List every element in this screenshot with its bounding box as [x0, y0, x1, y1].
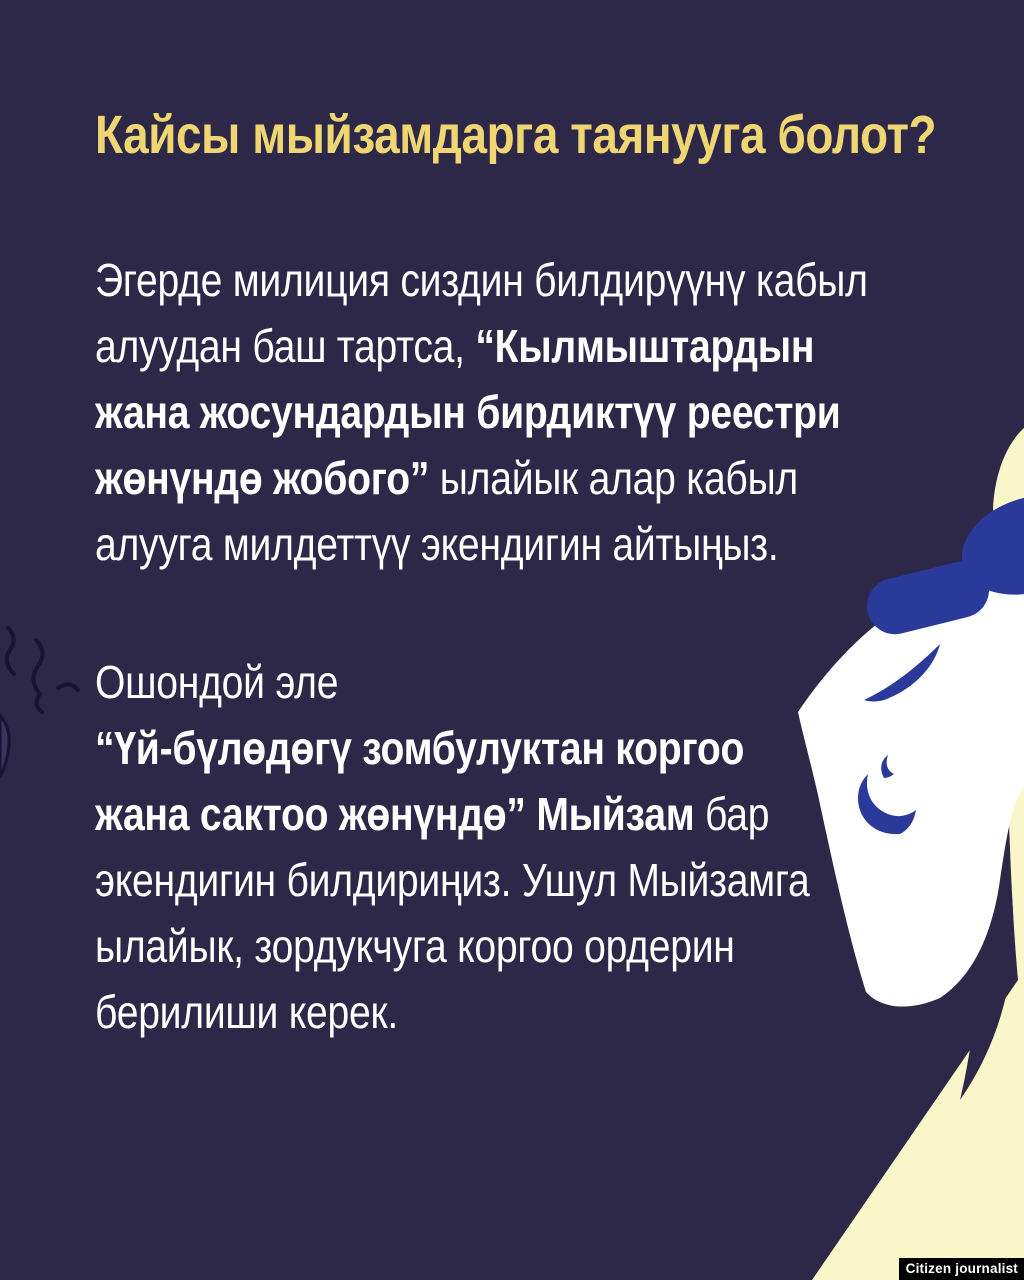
paragraph-2-line-6: берилиши керек.	[95, 986, 398, 1039]
paragraph-2-line-1: Ошондой эле	[95, 656, 339, 709]
left-edge-blob-shape	[0, 716, 9, 776]
paragraph-1-line-5: алууга милдеттүү экендигин айтыңыз.	[95, 518, 779, 571]
paragraph-1-line-3: жана жосундардын бирдиктүү реестри	[95, 386, 841, 439]
paragraph-2	[95, 649, 1013, 1045]
paragraph-2-line-5: ылайык, зордукчуга коргоо ордерин	[95, 920, 735, 973]
paragraph-2-line-3: жана сактоо жөнүндө” Мыйзам бар	[95, 788, 770, 841]
squiggle-doodles	[7, 628, 78, 712]
paragraph-2-line-4: экендигин билдириңиз. Ушул Мыйзамга	[95, 854, 810, 907]
paragraph-1-line-1: Эгерде милиция сиздин билдирүүнү кабыл	[95, 254, 868, 307]
paragraph-1-line-2: алуудан баш тартса, “Кылмыштардын	[95, 320, 815, 373]
paragraph-2-line-2: “Үй-бүлөдөгү зомбулуктан коргоо	[95, 722, 745, 775]
credit-badge: Citizen journalist	[899, 1258, 1024, 1280]
paragraph-1-line-4: жөнүндө жобого” ылайык алар кабыл	[95, 452, 798, 505]
paragraph-1	[95, 247, 1013, 577]
page-title: Кайсы мыйзамдарга таянууга болот?	[95, 105, 937, 165]
text-column	[95, 106, 1013, 1045]
